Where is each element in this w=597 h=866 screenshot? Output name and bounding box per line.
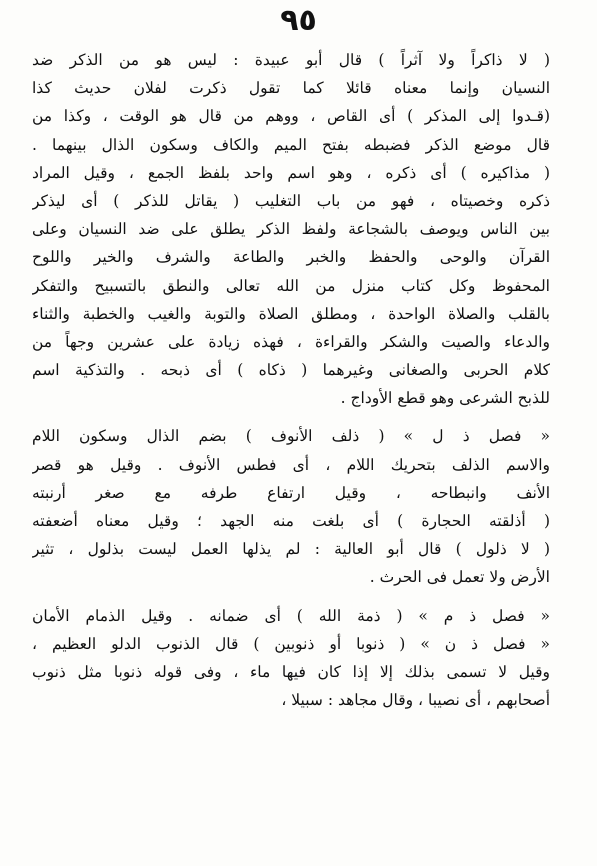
page-body bbox=[32, 46, 550, 714]
text-line: ( مذاكيره ) أى ذكره ، وهو اسم واحد بلفظ الجمع ، وقيل المراد bbox=[32, 163, 550, 182]
text-line: ذكره وخصيتاه ، فهو من باب التغليب ( يقاتل للذكر ) أى ليذكر bbox=[32, 191, 550, 210]
page-number: ٩٥ bbox=[280, 3, 317, 38]
text-line: « فصل ذ ل » ( ذلف الأنوف ) بضم الذال وسكون اللام bbox=[32, 427, 550, 446]
paragraph-fasl-dhal-mim-nun bbox=[32, 602, 550, 715]
text-line: النسيان وإنما معناه قائلا كما تقول ذكرت لفلان حديث كذا bbox=[32, 79, 550, 98]
text-line: ( أذلقته الحجارة ) أى بلغت منه الجهد ؛ وقيل معناه أضعفته bbox=[32, 512, 550, 530]
text-line: كلام الحربى والصغانى وغيرهما ( ذكاه ) أى ذبحه . والتذكية اسم bbox=[32, 361, 550, 380]
text-line: (قـدوا إلى المذكر ) أى القاص ، ووهم من قال هو الوقت ، وكذا من bbox=[32, 107, 550, 126]
text-line: بين الناس ويوصف بالشجاعة ولفظ الذكر يطلق على ضد النسيان وعلى bbox=[32, 220, 550, 239]
text-line: « فصل ذ ن » ( ذنوبا أو ذنوبين ) قال الذنوب الدلو العظيم ، bbox=[32, 634, 550, 653]
text-line: بالقلب والصلاة الواحدة ، ومطلق الصلاة والتوبة والغيب والخطبة والثناء bbox=[32, 304, 550, 323]
text-line: الأرض ولا تعمل فى الحرث . bbox=[369, 568, 550, 587]
text-line: والدعاء والصيت والشكر والقراءة ، فهذه زيادة على عشرين وجهاً من bbox=[32, 332, 550, 351]
text-line: « فصل ذ م » ( ذمة الله ) أى ضمانه . وقيل الذمام الأمان bbox=[32, 606, 550, 625]
text-line: أصحابهم ، أى نصيبا ، وقال مجاهد : سبيلا ، bbox=[281, 691, 550, 710]
text-line: المحفوظ وكل كتاب منزل من الله تعالى والنطق بالتسبيح والتفكر bbox=[32, 276, 550, 295]
text-line: قال موضع الذكر فضبطه بفتح الميم والكاف وسكون الذال بينهما . bbox=[32, 135, 550, 154]
text-line: القرآن والوحى والحفظ والخبر والطاعة والشرف والخير واللوح bbox=[32, 248, 550, 267]
text-line: الأنف وانبطاحه ، وقيل ارتفاع طرفه مع صغر أرنبته bbox=[32, 483, 550, 502]
text-line: والاسم الذلف بتحريك اللام ، أى فطس الأنوف . وقيل هو قصر bbox=[32, 455, 550, 474]
text-line: وقيل لا تسمى بذلك إلا إذا كان فيها ماء ، وفى قوله ذنوبا مثل ذنوب bbox=[32, 662, 550, 681]
text-line: للذبح الشرعى وهو قطع الأوداج . bbox=[340, 389, 550, 408]
paragraph-dhal-kaf-ra bbox=[32, 46, 550, 412]
paragraph-fasl-dhal-lam bbox=[32, 422, 550, 591]
text-line: ( لا ذلول ) قال أبو العالية : لم يذلها العمل ليست بذلول ، تثير bbox=[32, 540, 550, 559]
text-line: ( لا ذاكراً ولا آثراً ) قال أبو عبيدة : ليس هو من الذكر ضد bbox=[32, 51, 550, 69]
